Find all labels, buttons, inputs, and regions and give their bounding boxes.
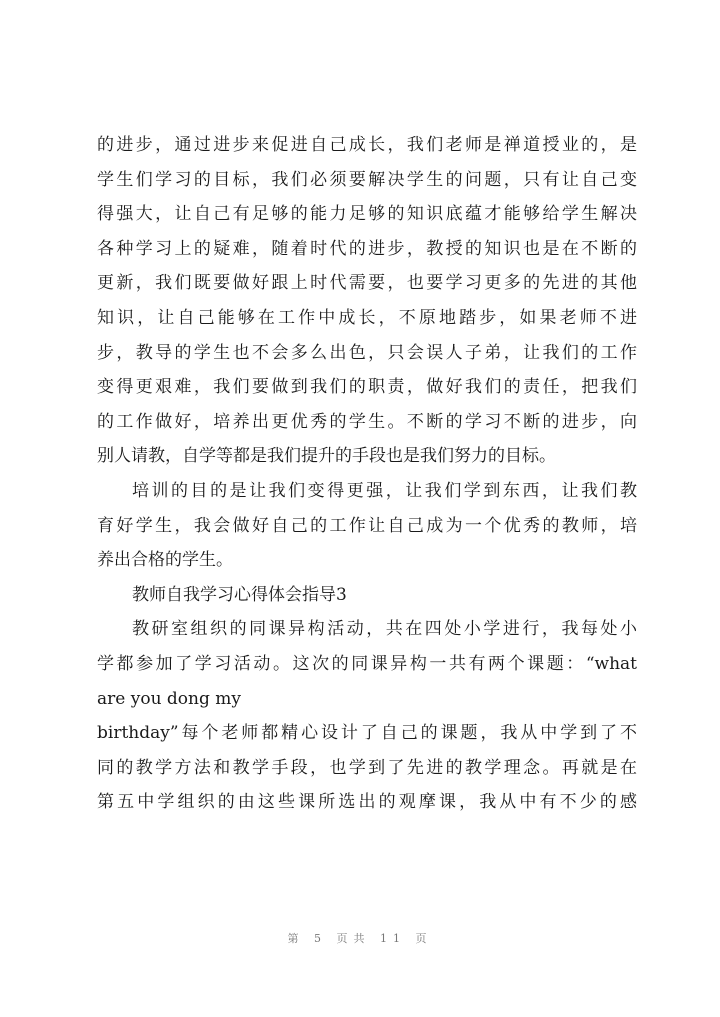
body-text [97,128,637,820]
text-line: 得强大，让自己有足够的能力足够的知识底蕴才能够给学生解决 [97,204,637,225]
text-line: 知识，让自己能够在工作中成长，不原地踏步，如果老师不进 [97,307,637,328]
section-heading: 教师自我学习心得体会指导3 [132,584,347,605]
text-line: 变得更艰难，我们要做到我们的职责，做好我们的责任，把我们 [97,377,637,398]
text-line: 第五中学组织的由这些课所选出的观摩课，我从中有不少的感 [97,792,637,813]
text-line: 学生们学习的目标，我们必须要解决学生的问题，只有让自己变 [97,169,637,190]
text-line: 步，教导的学生也不会多么出色，只会误人子弟，让我们的工作 [97,342,637,363]
page-number-footer: 第 5 页共 11 页 [287,932,433,945]
text-line: 培训的目的是让我们变得更强，让我们学到东西，让我们教 [132,480,637,501]
text-line: 的工作做好，培养出更优秀的学生。不断的学习不断的进步，向 [97,411,637,432]
text-line: 各种学习上的疑难，随着时代的进步，教授的知识也是在不断的 [97,238,637,259]
text-line: are you dong my [97,688,241,709]
text-line: birthday”每个老师都精心设计了自己的课题，我从中学到了不 [97,723,637,744]
text-line: 的进步，通过进步来促进自己成长，我们老师是禅道授业的，是 [97,135,637,155]
text-line: 更新，我们既要做好跟上时代需要，也要学习更多的先进的其他 [97,273,637,294]
text-line: 别人请教，自学等都是我们提升的手段也是我们努力的目标。 [97,446,556,467]
text-line: 教研室组织的同课异构活动，共在四处小学进行，我每处小 [132,619,637,640]
text-line: 学都参加了学习活动。这次的同课异构一共有两个课题：“what [97,653,637,674]
text-line: 养出合格的学生。 [97,550,233,571]
text-line: 同的教学方法和教学手段，也学到了先进的教学理念。再就是在 [97,757,637,778]
text-line: 育好学生，我会做好自己的工作让自己成为一个优秀的教师，培 [97,515,637,536]
